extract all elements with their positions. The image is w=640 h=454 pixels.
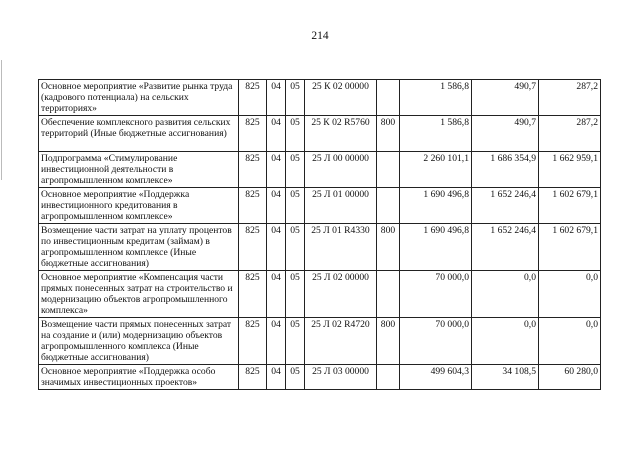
- cell-csr: 25 Л 00 00000: [305, 152, 377, 188]
- cell-gr: 825: [239, 188, 267, 224]
- cell-csr: 25 Л 02 R4720: [305, 318, 377, 365]
- cell-sum-2: 1 652 246,4: [472, 224, 539, 271]
- row-name: Основное мероприятие «Развитие рынка труда (кадрового потенциала) на сельских территориях»: [39, 80, 239, 116]
- cell-gr: 825: [239, 152, 267, 188]
- cell-rz: 04: [267, 116, 286, 152]
- cell-vr: [377, 188, 400, 224]
- budget-table: [38, 79, 601, 390]
- cell-sum-3: 0,0: [539, 271, 601, 318]
- cell-vr: [377, 271, 400, 318]
- cell-pr: 05: [286, 152, 305, 188]
- cell-rz: 04: [267, 318, 286, 365]
- cell-csr: 25 Л 03 00000: [305, 365, 377, 390]
- cell-gr: 825: [239, 116, 267, 152]
- cell-rz: 04: [267, 80, 286, 116]
- cell-sum-3: 1 602 679,1: [539, 224, 601, 271]
- cell-sum-1: 1 586,8: [400, 116, 472, 152]
- cell-vr: 800: [377, 116, 400, 152]
- cell-sum-1: 70 000,0: [400, 271, 472, 318]
- cell-sum-2: 34 108,5: [472, 365, 539, 390]
- cell-sum-3: 1 662 959,1: [539, 152, 601, 188]
- cell-sum-1: 1 690 496,8: [400, 224, 472, 271]
- cell-rz: 04: [267, 365, 286, 390]
- cell-sum-1: 70 000,0: [400, 318, 472, 365]
- row-name: Основное мероприятие «Поддержка особо значимых инвестиционных проектов»: [39, 365, 239, 390]
- cell-csr: 25 Л 01 R4330: [305, 224, 377, 271]
- cell-pr: 05: [286, 116, 305, 152]
- cell-pr: 05: [286, 80, 305, 116]
- row-name: Основное мероприятие «Поддержка инвестиционного кредитования в агропромышленном комплексе»: [39, 188, 239, 224]
- cell-pr: 05: [286, 365, 305, 390]
- table-row: [39, 318, 601, 365]
- table-row: [39, 365, 601, 390]
- cell-csr: 25 К 02 00000: [305, 80, 377, 116]
- cell-pr: 05: [286, 271, 305, 318]
- cell-sum-1: 2 260 101,1: [400, 152, 472, 188]
- table-row: [39, 224, 601, 271]
- cell-sum-2: 0,0: [472, 318, 539, 365]
- cell-csr: 25 Л 01 00000: [305, 188, 377, 224]
- row-name: Подпрограмма «Стимулирование инвестиционной деятельности в агропромышленном комплексе»: [39, 152, 239, 188]
- cell-sum-3: 287,2: [539, 80, 601, 116]
- cell-sum-1: 499 604,3: [400, 365, 472, 390]
- cell-sum-2: 490,7: [472, 116, 539, 152]
- table-row: [39, 271, 601, 318]
- cell-gr: 825: [239, 271, 267, 318]
- cell-rz: 04: [267, 152, 286, 188]
- cell-sum-2: 490,7: [472, 80, 539, 116]
- cell-sum-2: 1 686 354,9: [472, 152, 539, 188]
- row-name: Основное мероприятие «Компенсация части прямых понесенных затрат на строительство и модернизацию объектов агропромышленного комплекса»: [39, 271, 239, 318]
- row-name: Возмещение части прямых понесенных затрат на создание и (или) модернизацию объектов агропромышленного комплекса (Иные бюджетные ассигнования): [39, 318, 239, 365]
- cell-vr: [377, 152, 400, 188]
- cell-sum-3: 1 602 679,1: [539, 188, 601, 224]
- cell-vr: 800: [377, 318, 400, 365]
- cell-sum-1: 1 586,8: [400, 80, 472, 116]
- cell-pr: 05: [286, 224, 305, 271]
- cell-rz: 04: [267, 188, 286, 224]
- cell-sum-1: 1 690 496,8: [400, 188, 472, 224]
- cell-csr: 25 К 02 R5760: [305, 116, 377, 152]
- cell-sum-2: 1 652 246,4: [472, 188, 539, 224]
- cell-sum-3: 0,0: [539, 318, 601, 365]
- cell-sum-2: 0,0: [472, 271, 539, 318]
- page-number: 214: [311, 30, 329, 42]
- cell-vr: [377, 80, 400, 116]
- cell-gr: 825: [239, 318, 267, 365]
- cell-gr: 825: [239, 224, 267, 271]
- table-row: [39, 80, 601, 116]
- cell-gr: 825: [239, 365, 267, 390]
- cell-rz: 04: [267, 271, 286, 318]
- table-row: [39, 152, 601, 188]
- table-row: [39, 116, 601, 152]
- cell-vr: [377, 365, 400, 390]
- cell-csr: 25 Л 02 00000: [305, 271, 377, 318]
- cell-pr: 05: [286, 318, 305, 365]
- table-row: [39, 188, 601, 224]
- cell-pr: 05: [286, 188, 305, 224]
- row-name: Обеспечение комплексного развития сельских территорий (Иные бюджетные ассигнования): [39, 116, 239, 152]
- cell-vr: 800: [377, 224, 400, 271]
- row-name: Возмещение части затрат на уплату процентов по инвестиционным кредитам (займам) в агропромышленном комплексе (Иные бюджетные ассигнования): [39, 224, 239, 271]
- cell-sum-3: 287,2: [539, 116, 601, 152]
- cell-rz: 04: [267, 224, 286, 271]
- scan-edge-line: [1, 60, 2, 180]
- cell-sum-3: 60 280,0: [539, 365, 601, 390]
- cell-gr: 825: [239, 80, 267, 116]
